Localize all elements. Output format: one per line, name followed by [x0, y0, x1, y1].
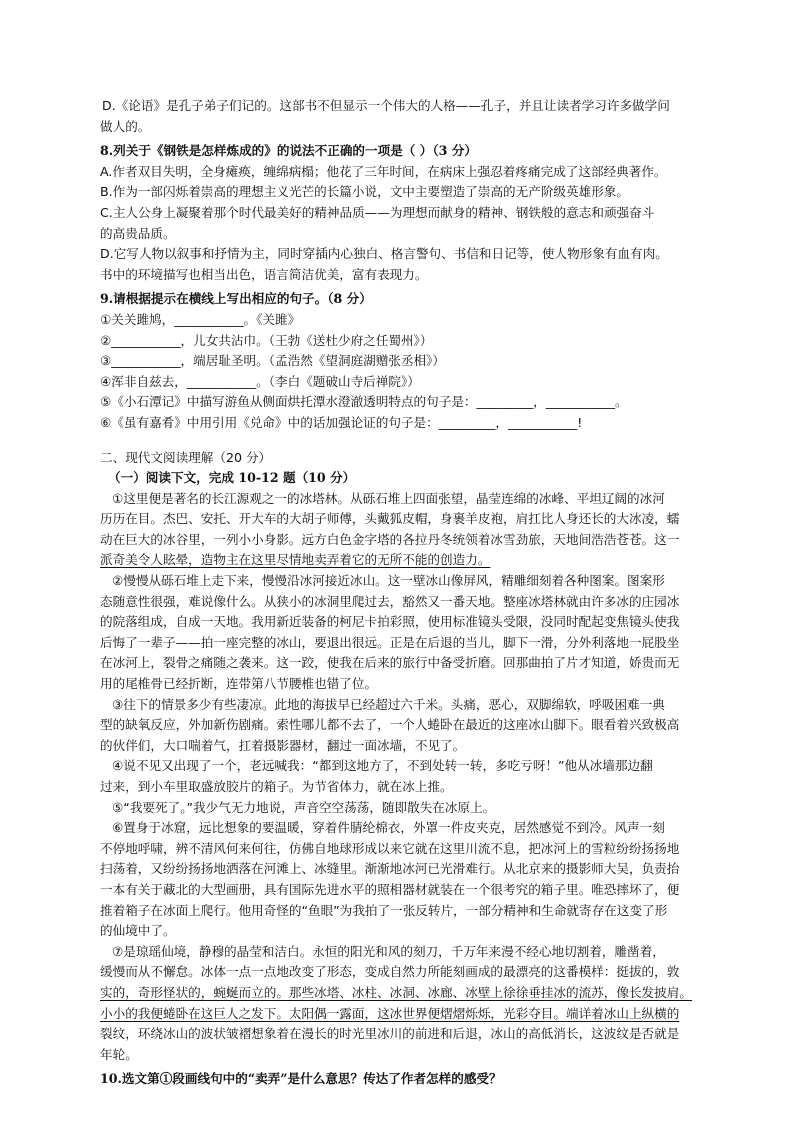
q9-item-4: ④浑非自兹去，___________。（李白《题破山寺后禅院》） — [100, 373, 420, 389]
p2-line2: 态随意性很强，难说像什么。从狭小的冰洞里爬过去，豁然又一番天地。整座冰塔林就由许多冰的庄园冰 — [100, 593, 680, 609]
p7-line5: 裂纹，环绕冰山的波状皱褶想象着在漫长的时光里冰川的前进和后退，冰山的高低消长，这波纹是否就是 — [100, 1026, 680, 1042]
q8-option-d-line2: 书中的环境描写也相当出色，语言简洁优美，富有表现力。 — [100, 266, 428, 282]
q9-item-5: ⑤《小石潭记》中描写游鱼从侧面烘托潭水澄澈透明特点的句子是：_________，___________。 — [100, 394, 628, 410]
p2-line3: 的院落组成，自成一天地。我用新近装备的柯尼卡拍彩照，使用标准镜头受限，没同时配起变焦镜头使我 — [100, 614, 680, 630]
p2-line1: ②慢慢从砾石堆上走下来，慢慢沿冰河接近冰山。这一壁冰山像屏风，精雕细刻着各种图案。图案形 — [112, 573, 665, 589]
q8-option-c-line2: 的高贵品质。 — [100, 225, 176, 241]
p2-line5: 在冰河上，裂骨之痛随之袭来。这一跤，使我在后来的旅行中备受折磨。回那曲拍了片才知道，娇贵而无 — [100, 655, 680, 671]
q9-stem: 9.请根据提示在横线上写出相应的句子。（8 分） — [100, 291, 372, 307]
section-2-title: 二、现代文阅读理解（20 分） — [100, 449, 272, 465]
p7-line2: 缓慢而从不懈怠。冰体一点一点地改变了形态，变成自然力所能刻画成的最漂亮的这番模样：挺拔的，敦 — [100, 964, 680, 980]
p6-line6: 的仙境中了。 — [100, 923, 176, 939]
q7-option-d-line1: D.《论语》是孔子弟子们记的。这部书不但显示一个伟大的人格——孔子，并且让读者学习许多做学问 — [102, 98, 670, 113]
p4-line2: 过来，到小车里取盛放胶片的箱子。为节省体力，就在冰上推。 — [100, 779, 453, 794]
exam-page — [100, 96, 696, 1090]
p6-line4: 一本有关于藏北的大型画册，具有国际先进水平的照相器材就装在一个很考究的箱子里。唯恐摔坏了，便 — [100, 881, 680, 897]
q8-option-b: B.作为一部闪烁着崇高的理想主义光芒的长篇小说，文中主要塑造了崇高的无产阶级英雄形象。 — [100, 184, 629, 200]
p1-line1: ①这里便是著名的长江源观之一的冰塔林。从砾石堆上四面张望，晶莹连绵的冰峰、平坦辽阔的冰河 — [112, 490, 665, 506]
q9-item-2: ②___________，儿女共沾巾。（王勃《送杜少府之任蜀州》） — [100, 332, 433, 348]
p7-line4-underlined: 小小的我便蜷卧在这巨人之发下。太阳偶一露面，这冰世界便熠熠烁烁，光彩夺目。端详着冰山上纵横的 — [100, 1005, 680, 1021]
q9-item-1: ①关关雎鸠，___________。《关雎》 — [100, 311, 301, 327]
p1-line4-underlined: 派奇美令人眩晕，造物主在这里尽情地卖弄着它的无所不能的创造力。 — [100, 552, 491, 568]
p1-line3: 动在巨大的冰谷里，一列小小身影。远方白色金字塔的各拉丹冬统领着冰雪劲旅，天地间浩浩苍苍。这一 — [100, 531, 680, 547]
q8-option-a: A.作者双目失明，全身瘫痪，缠绵病榻；他花了三年时间，在病床上强忍着疼痛完成了这部经典著作。 — [100, 163, 667, 179]
p1-line2: 历历在目。杰巴、安托、开大车的大胡子师傅，头戴狐皮帽，身裹羊皮袍，肩扛比人身还长的大冰凌，蠕 — [100, 511, 680, 527]
q8-option-c-line1: C.主人公身上凝聚着那个时代最美好的精神品质——为理想而献身的精神、钢铁般的意志和顽强奋斗 — [100, 204, 655, 220]
p6-line3: 扫荡着，又纷纷扬扬地洒落在河滩上、冰缝里。渐渐地冰河已光滑难行。从北京来的摄影师大吴，负责抬 — [100, 861, 680, 877]
q10-stem: 10.选文第①段画线句中的“卖弄”是什么意思？传达了作者怎样的感受？ — [100, 1071, 502, 1087]
q8-option-d-line1: D.它写人物以叙事和抒情为主，同时穿插内心独白、格言警句、书信和日记等，使人物形象有血有肉。 — [100, 246, 668, 262]
q7-option-d-line2: 做人的。 — [100, 118, 151, 134]
q9-item-6: ⑥《虽有嘉肴》中用引用《兑命》中的话加强论证的句子是：_________，___________! — [100, 414, 583, 430]
p6-line1: ⑥置身于冰窟，远比想象的要温暖，穿着件腈纶棉衣，外罩一件皮夹克，居然感觉不到冷。风声一刻 — [112, 820, 665, 836]
p3-line1: ③往下的情景多少有些凄凉。此地的海拔早已经超过六千米。头痛，恶心，双脚绵软，呼吸困难一典 — [112, 696, 665, 712]
p4-line1: ④说不见又出现了一个，老远喊我：“都到这地方了，不到处转一转，多吃亏呀！”他从冰墙那边翻 — [112, 758, 653, 774]
p6-line2: 不停地呼啸，辨不清风何来何往，仿佛自地球形成以来它就在这里川流不息，把冰河上的雪粒纷纷扬扬地 — [100, 840, 680, 856]
q8-stem: 8.列关于《钢铁是怎样炼成的》的说法不正确的一项是（ ）（3 分） — [100, 143, 478, 159]
section-2-subtitle: （一）阅读下文，完成 10-12 题（10 分） — [108, 470, 356, 486]
p6-line5: 推着箱子在冰面上爬行。他用奇怪的“鱼眼”为我拍了一张反转片，一部分精神和生命就寄存在这变了形 — [100, 902, 668, 918]
q9-item-3: ③___________，端居耻圣明。（孟浩然《望洞庭湖赠张丞相》） — [100, 353, 446, 369]
p7-line1: ⑦是琼瑶仙境，静穆的晶莹和洁白。永恒的阳光和风的刻刀，千万年来漫不经心地切割着，雕凿着， — [112, 943, 665, 959]
p7-line6: 年轮。 — [100, 1046, 138, 1062]
p2-line4: 后悔了一辈子——拍一座完整的冰山，要退出很远。正是在后退的当儿，脚下一滑，分外利落地一屁股坐 — [100, 634, 680, 650]
p5-line1: ⑤“我要死了。”我少气无力地说，声音空空荡荡，随即散失在冰原上。 — [112, 799, 496, 815]
p3-line2: 型的缺氧反应，外加新伤剧痛。索性哪儿都不去了，一个人蜷卧在最近的这座冰山脚下。眼看着兴致极高 — [100, 717, 680, 733]
p2-line6: 用的尾椎骨已经折断，连带第八节腰椎也错了位。 — [100, 676, 378, 692]
p7-line3-underlined: 实的，奇形怪状的，蜿蜒而立的。那些冰塔、冰柱、冰洞、冰廊、冰壁上徐徐垂挂冰的流苏，像长发披肩。 — [100, 984, 692, 1000]
p3-line3: 的伙伴们，大口喘着气，扛着摄影器材，翻过一面冰墙，不见了。 — [100, 737, 466, 753]
